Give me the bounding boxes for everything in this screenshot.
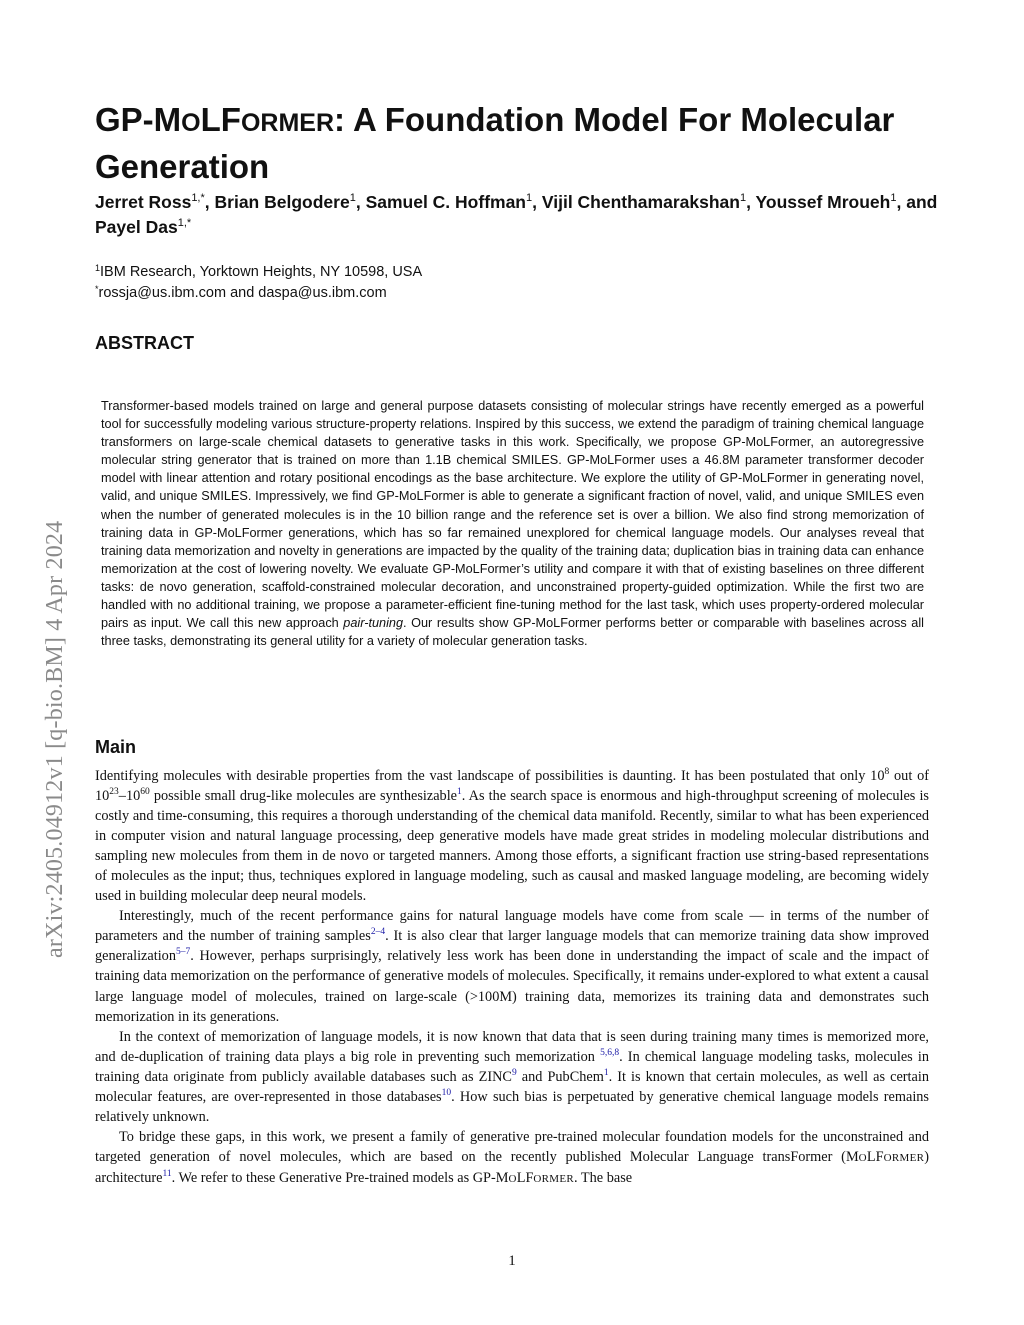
title-line1-rest: : A Foundation Model For Molecular: [334, 101, 895, 138]
author-name: Samuel C. Hoffman: [365, 192, 527, 212]
abstract-heading: ABSTRACT: [95, 333, 194, 353]
author-name: Jerret Ross: [95, 192, 192, 212]
abstract-text: Transformer-based models trained on large and general purpose datasets consisting of molecular strings have recently emerged as a powerful tool for successfully modeling various structure-property relations. Inspired by this success, we extend the paradigm of training chemical language transformers on large-scale chemical datasets to generative tasks in this work. Specifically, we propose GP-MoLFormer, an autoregressive molecular string generator that is trained on more than 1.1B chemical SMILES. GP-MoLFormer uses a 46.8M parameter transformer decoder model with linear attention and rotary positional encodings as the base architecture. We explore the utility of GP-MoLFormer in generating novel, valid, and unique SMILES. Impressively, we find GP-MoLFormer is able to generate a significant fraction of novel, valid, and unique SMILES even when the number of generated molecules is in the 10 billion range and the reference set is over a billion. We also find strong memorization of training data in GP-MoLFormer generations, which has so far remained unexplored for chemical language models. Our analyses reveal that training data memorization and novelty in generations are impacted by the quality of the training data; duplication bias in training data can enhance memorization at the cost of lowering novelty. We evaluate GP-MoLFormer’s utility and compare it with that of existing baselines on three different tasks: de novo generation, scaffold-constrained molecular decoration, and unconstrained property-guided optimization. While the first two are handled with no additional training, we propose a parameter-efficient fine-tuning method for the last task, which uses property-ordered molecular pairs as input. We call this new approach pair-tuning. Our results show GP-MoLFormer performs better or comparable with baselines across all three tasks, demonstrating its general utility for a variety of molecular generation tasks.: [101, 399, 924, 649]
citation-link[interactable]: 2–4: [370, 927, 386, 938]
paragraph: Interestingly, much of the recent performance gains for natural language models have come from scale — in terms of the number of parameters and the number of training samples$^{2-4}$. It is also clear that larger language models that can memorize training data show improved generalization$^{5-7}$. However, perhaps surprisingly, relatively less work has been done in understanding the impact of scale and the impact of training data memorization on the performance of generative models of molecules. Specifically, it remains under-explored to what extent a causal large language model of molecules, trained on large-scale (>100M) training data, memorizes its training data and demonstrates such memorization in its generations.: [95, 908, 930, 1025]
author-list: Jerret Ross$^{1,*}$, Brian Belgodere$^1$, Samuel C. Hoffman$^1$, Vijil Chenthamarakshan$^1$, Youssef Mroueh$^1$, and Payel Das$^{1,*}$: [95, 192, 938, 237]
main-section-body: [95, 766, 929, 1189]
title-prefix: GP-: [95, 101, 154, 138]
abstract-italic-term: pair-tuning: [343, 616, 404, 631]
affiliations: [95, 262, 945, 304]
author-affiliation-mark: 1: [526, 192, 533, 204]
citation-link[interactable]: 1: [603, 1067, 609, 1078]
citation-link[interactable]: 1: [457, 787, 462, 798]
citation-link[interactable]: 9: [511, 1067, 517, 1078]
paper-title: GP-MOLFORMER: A Foundation Model For Molecular Generation: [95, 101, 895, 185]
author-affiliation-mark: 1: [739, 192, 747, 204]
author-affiliation-mark: 1: [349, 192, 356, 204]
author-name: Vijil Chenthamarakshan: [541, 192, 740, 212]
author-name: Youssef Mroueh: [755, 192, 891, 212]
title-line2: Generation: [95, 148, 270, 185]
paragraph: Identifying molecules with desirable properties from the vast landscape of possibilities is daunting. It has been postulated that only $10^8$ out of $10^{23}-10^{60}$ possible small drug-like molecules are synthesizable$^1$. As the search space is enormous and high-throughput screening of molecules is costly and time-consuming, this requires a thorough understanding of the chemical data manifold. Recently, similar to what has been experienced in computer vision and natural language processing, deep generative models have made great strides in modeling molecular distributions and sampling new molecules from them in de novo or targeted manners. Among those efforts, a significant fraction use string-based representations of molecules as the input; thus, techniques explored in language modeling, such as causal and masked language modeling, are becoming widely used in building molecular deep neural models.: [95, 767, 930, 905]
citation-link[interactable]: 5,6,8: [600, 1047, 620, 1058]
author-name: Payel Das: [95, 217, 178, 237]
author-affiliation-mark: 1,*: [177, 217, 192, 229]
section-heading-main: Main: [95, 737, 137, 757]
arxiv-identifier-stamp: arXiv:2405.04912v1 [q-bio.BM] 4 Apr 2024: [42, 520, 68, 958]
citation-link[interactable]: 10: [441, 1087, 452, 1098]
citation-link[interactable]: 5–7: [175, 947, 191, 958]
affiliation-line: $^1$IBM Research, Yorktown Heights, NY 10598, USA: [95, 263, 423, 280]
author-affiliation-mark: 1: [890, 192, 897, 204]
author-name: Brian Belgodere: [214, 192, 350, 212]
paragraph: In the context of memorization of language models, it is now known that data that is seen during training many times is memorized more, and de-duplication of training data plays a big role in preventing such memorization $^{5,6,8}$. In chemical language modeling tasks, molecules in training data originate from publicly available databases such as ZINC$^9$ and PubChem$^1$. It is known that certain molecules, as well as certain molecular features, are over-represented in those databases$^{10}$. How such bias is perpetuated by generative chemical language models remains relatively unknown.: [95, 1028, 930, 1125]
corresponding-emails: *rossja@us.ibm.com and daspa@us.ibm.com: [95, 284, 387, 301]
page-number: 1: [508, 1253, 516, 1269]
citation-link[interactable]: 11: [162, 1168, 172, 1179]
author-affiliation-mark: 1,*: [191, 192, 205, 204]
paragraph: To bridge these gaps, in this work, we present a family of generative pre-trained molecular foundation models for the unconstrained and targeted generation of novel molecules, which are based on the recently published Molecular Language transFormer (MOLFORMER) architecture$^{11}$. We refer to these Generative Pre-trained models as GP-MOLFORMER. The base: [95, 1128, 929, 1186]
